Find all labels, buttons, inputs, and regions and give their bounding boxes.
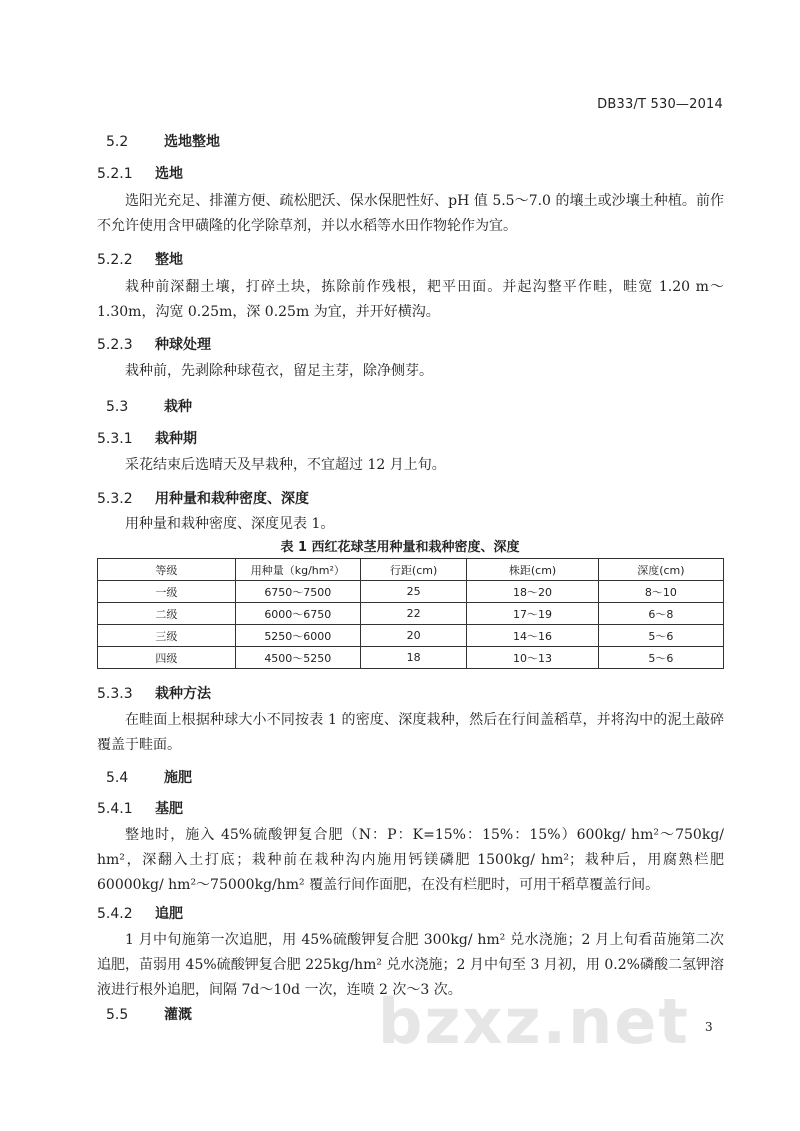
paragraph-table-reference: 用种量和栽种密度、深度见表 1。	[125, 516, 335, 532]
table-cell: 8～10	[598, 581, 723, 603]
table-cell: 四级	[98, 647, 236, 669]
table-cell: 二级	[98, 603, 236, 625]
section-heading-5-3-1: 5.3.1 栽种期	[97, 431, 197, 447]
section-heading-5-3-3: 5.3.3 栽种方法	[97, 686, 211, 702]
table-cell: 18～20	[467, 581, 598, 603]
paragraph-land-preparation: 栽种前深翻土壤，打碎土块，拣除前作残根，耙平田面。并起沟整平作畦，畦宽 1.20 m～1.30m，沟宽 0.25m，深 0.25m 为宜，并开好横沟。	[97, 279, 724, 320]
section-heading-5-5: 5.5 灌溉	[106, 1007, 192, 1023]
table-cell: 6750～7500	[235, 581, 360, 603]
section-heading-5-4-2: 5.4.2 追肥	[97, 906, 183, 922]
table-header-cell: 行距(cm)	[360, 559, 466, 581]
paragraph-corm-treatment: 栽种前，先剥除种球苞衣，留足主芽，除净侧芽。	[125, 363, 433, 379]
table-cell: 25	[360, 581, 466, 603]
section-heading-5-2-1: 5.2.1 选地	[97, 166, 183, 182]
table-row	[98, 647, 724, 669]
section-heading-5-3: 5.3 栽种	[106, 399, 192, 415]
table-cell: 20	[360, 625, 466, 647]
table-cell: 一级	[98, 581, 236, 603]
paragraph-planting-period: 采花结束后选晴天及早栽种，不宜超过 12 月上旬。	[125, 457, 446, 473]
table-cell: 三级	[98, 625, 236, 647]
table-header-cell: 用种量（kg/hm²）	[235, 559, 360, 581]
table-cell: 6～8	[598, 603, 723, 625]
section-heading-5-2-2: 5.2.2 整地	[97, 252, 183, 268]
table-header-cell: 等级	[98, 559, 236, 581]
table-header-cell: 株距(cm)	[467, 559, 598, 581]
planting-density-table	[97, 558, 724, 669]
table-cell: 18	[360, 647, 466, 669]
table-row	[98, 581, 724, 603]
section-heading-5-4: 5.4 施肥	[106, 770, 192, 786]
paragraph-base-fertilizer: 整地时，施入 45%硫酸钾复合肥（N：P：K=15%：15%：15%）600kg/ hm²～750kg/ hm²，深翻入土打底；栽种前在栽种沟内施用钙镁磷肥 1500kg/ hm²；栽种后，用腐熟栏肥 60000kg/ hm²～75000kg/hm² 覆盖行间作面肥，在没有栏肥时，可用干稻草覆盖行间。	[97, 827, 724, 893]
section-heading-5-2: 5.2 选地整地	[106, 134, 220, 150]
table-cell: 5～6	[598, 647, 723, 669]
section-heading-5-2-3: 5.2.3 种球处理	[97, 337, 211, 353]
section-heading-5-3-2: 5.3.2 用种量和栽种密度、深度	[97, 491, 309, 507]
watermark-logo: bzxz.net	[378, 985, 690, 1058]
table-cell: 17～19	[467, 603, 598, 625]
table-cell: 10～13	[467, 647, 598, 669]
table-cell: 5～6	[598, 625, 723, 647]
table-row	[98, 603, 724, 625]
table-header-cell: 深度(cm)	[598, 559, 723, 581]
table-caption: 表 1 西红花球茎用种量和栽种密度、深度	[280, 540, 520, 555]
document-code: DB33/T 530—2014	[597, 97, 723, 112]
table-header-row	[98, 559, 724, 581]
table-row	[98, 625, 724, 647]
table-cell: 14～16	[467, 625, 598, 647]
section-heading-5-4-1: 5.4.1 基肥	[97, 801, 183, 817]
paragraph-top-dressing: 1 月中旬施第一次追肥，用 45%硫酸钾复合肥 300kg/ hm² 兑水浇施；2 月上旬看苗施第二次追肥，苗弱用 45%硫酸钾复合肥 225kg/hm² 兑水浇施；2 月中旬至 3 月初，用 0.2%磷酸二氢钾溶液进行根外追肥，间隔 7d～10d 一次，连喷 2 次～3 次。	[97, 932, 724, 998]
page-number: 3	[705, 1020, 713, 1034]
table-cell: 6000～6750	[235, 603, 360, 625]
table-cell: 22	[360, 603, 466, 625]
paragraph-site-selection: 选阳光充足、排灌方便、疏松肥沃、保水保肥性好、pH 值 5.5～7.0 的壤土或沙壤土种植。前作不允许使用含甲磺隆的化学除草剂，并以水稻等水田作物轮作为宜。	[97, 193, 724, 234]
paragraph-planting-method: 在畦面上根据种球大小不同按表 1 的密度、深度栽种，然后在行间盖稻草，并将沟中的泥土敲碎覆盖于畦面。	[97, 712, 724, 753]
table-cell: 4500～5250	[235, 647, 360, 669]
table-cell: 5250～6000	[235, 625, 360, 647]
